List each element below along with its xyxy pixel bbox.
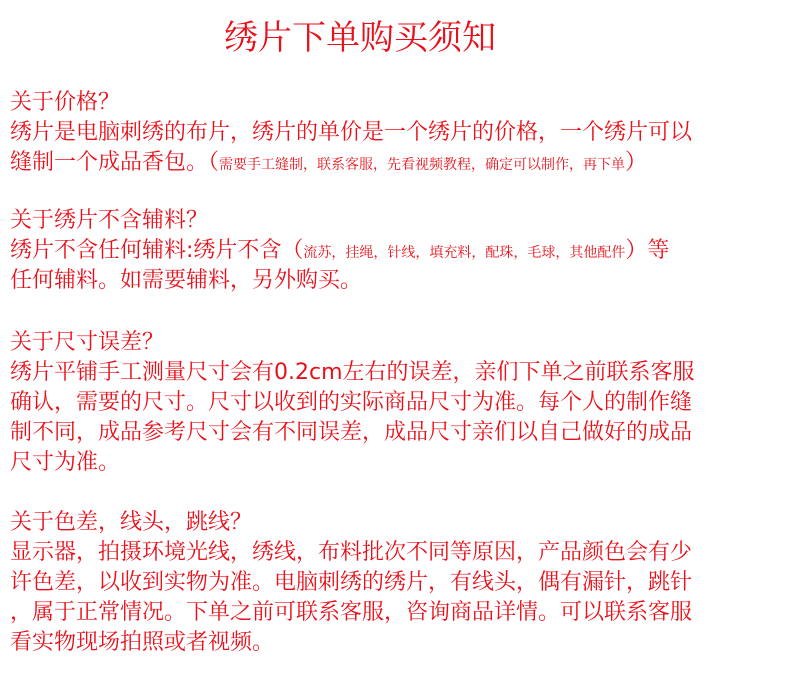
section-color-thread bbox=[10, 508, 792, 658]
section-line bbox=[10, 598, 792, 628]
section-line bbox=[10, 448, 792, 478]
section-heading: 关于尺寸误差？ bbox=[10, 330, 165, 355]
section-heading: 关于绣片不含辅料？ bbox=[10, 208, 209, 233]
section-line bbox=[10, 388, 792, 418]
section-line bbox=[10, 538, 792, 568]
line-text: 绣片是电脑刺绣的布片，绣片的单价是一个绣片的价格，一个绣片可以 bbox=[10, 120, 693, 145]
line-text: 显示器，拍摄环境光线，绣线，布料批次不同等原因，产品颜色会有少 bbox=[10, 540, 693, 565]
section-line bbox=[10, 266, 792, 296]
line-note: 流苏，挂绳，针线，填充料，配珠，毛球，其他配件 bbox=[303, 245, 626, 261]
section-size-error bbox=[10, 328, 792, 478]
page-title: 绣片下单购买须知 bbox=[224, 18, 496, 58]
line-note: 需要手工缝制，联系客服，先看视频教程，确定可以制作，再下单 bbox=[219, 157, 626, 173]
section-line bbox=[10, 118, 792, 148]
line-text: 制不同，成品参考尺寸会有不同误差，成品尺寸亲们以自己做好的成品 bbox=[10, 420, 693, 445]
line-text: 确认，需要的尺寸。尺寸以收到的实际商品尺寸为准。每个人的制作缝 bbox=[10, 390, 693, 415]
section-accessories bbox=[10, 206, 792, 296]
section-line bbox=[10, 628, 792, 658]
section-line bbox=[10, 568, 792, 598]
line-text: 任何辅料。如需要辅料，另外购买。 bbox=[10, 268, 363, 293]
section-line bbox=[10, 418, 792, 448]
section-heading: 关于价格？ bbox=[10, 90, 121, 115]
line-text: 许色差，以收到实物为准。电脑刺绣的绣片，有线头，偶有漏针，跳针 bbox=[10, 570, 693, 595]
line-text: ） bbox=[625, 150, 648, 175]
section-heading: 关于色差，线头，跳线？ bbox=[10, 510, 253, 535]
section-line bbox=[10, 358, 792, 388]
section-line bbox=[10, 148, 792, 178]
section-price bbox=[10, 88, 792, 178]
line-text: ，属于正常情况。下单之前可联系客服，咨询商品详情。可以联系客服 bbox=[10, 600, 693, 625]
line-text: 看实物现场拍照或者视频。 bbox=[10, 630, 275, 655]
line-text: 缝制一个成品香包。（ bbox=[10, 150, 220, 175]
section-line bbox=[10, 236, 792, 266]
line-text: 尺寸为准。 bbox=[10, 450, 121, 475]
line-text: 绣片不含任何辅料:绣片不含（ bbox=[10, 238, 304, 263]
line-text: ）等 bbox=[625, 238, 670, 263]
line-text: 绣片平铺手工测量尺寸会有0.2cm左右的误差，亲们下单之前联系客服 bbox=[10, 360, 695, 385]
